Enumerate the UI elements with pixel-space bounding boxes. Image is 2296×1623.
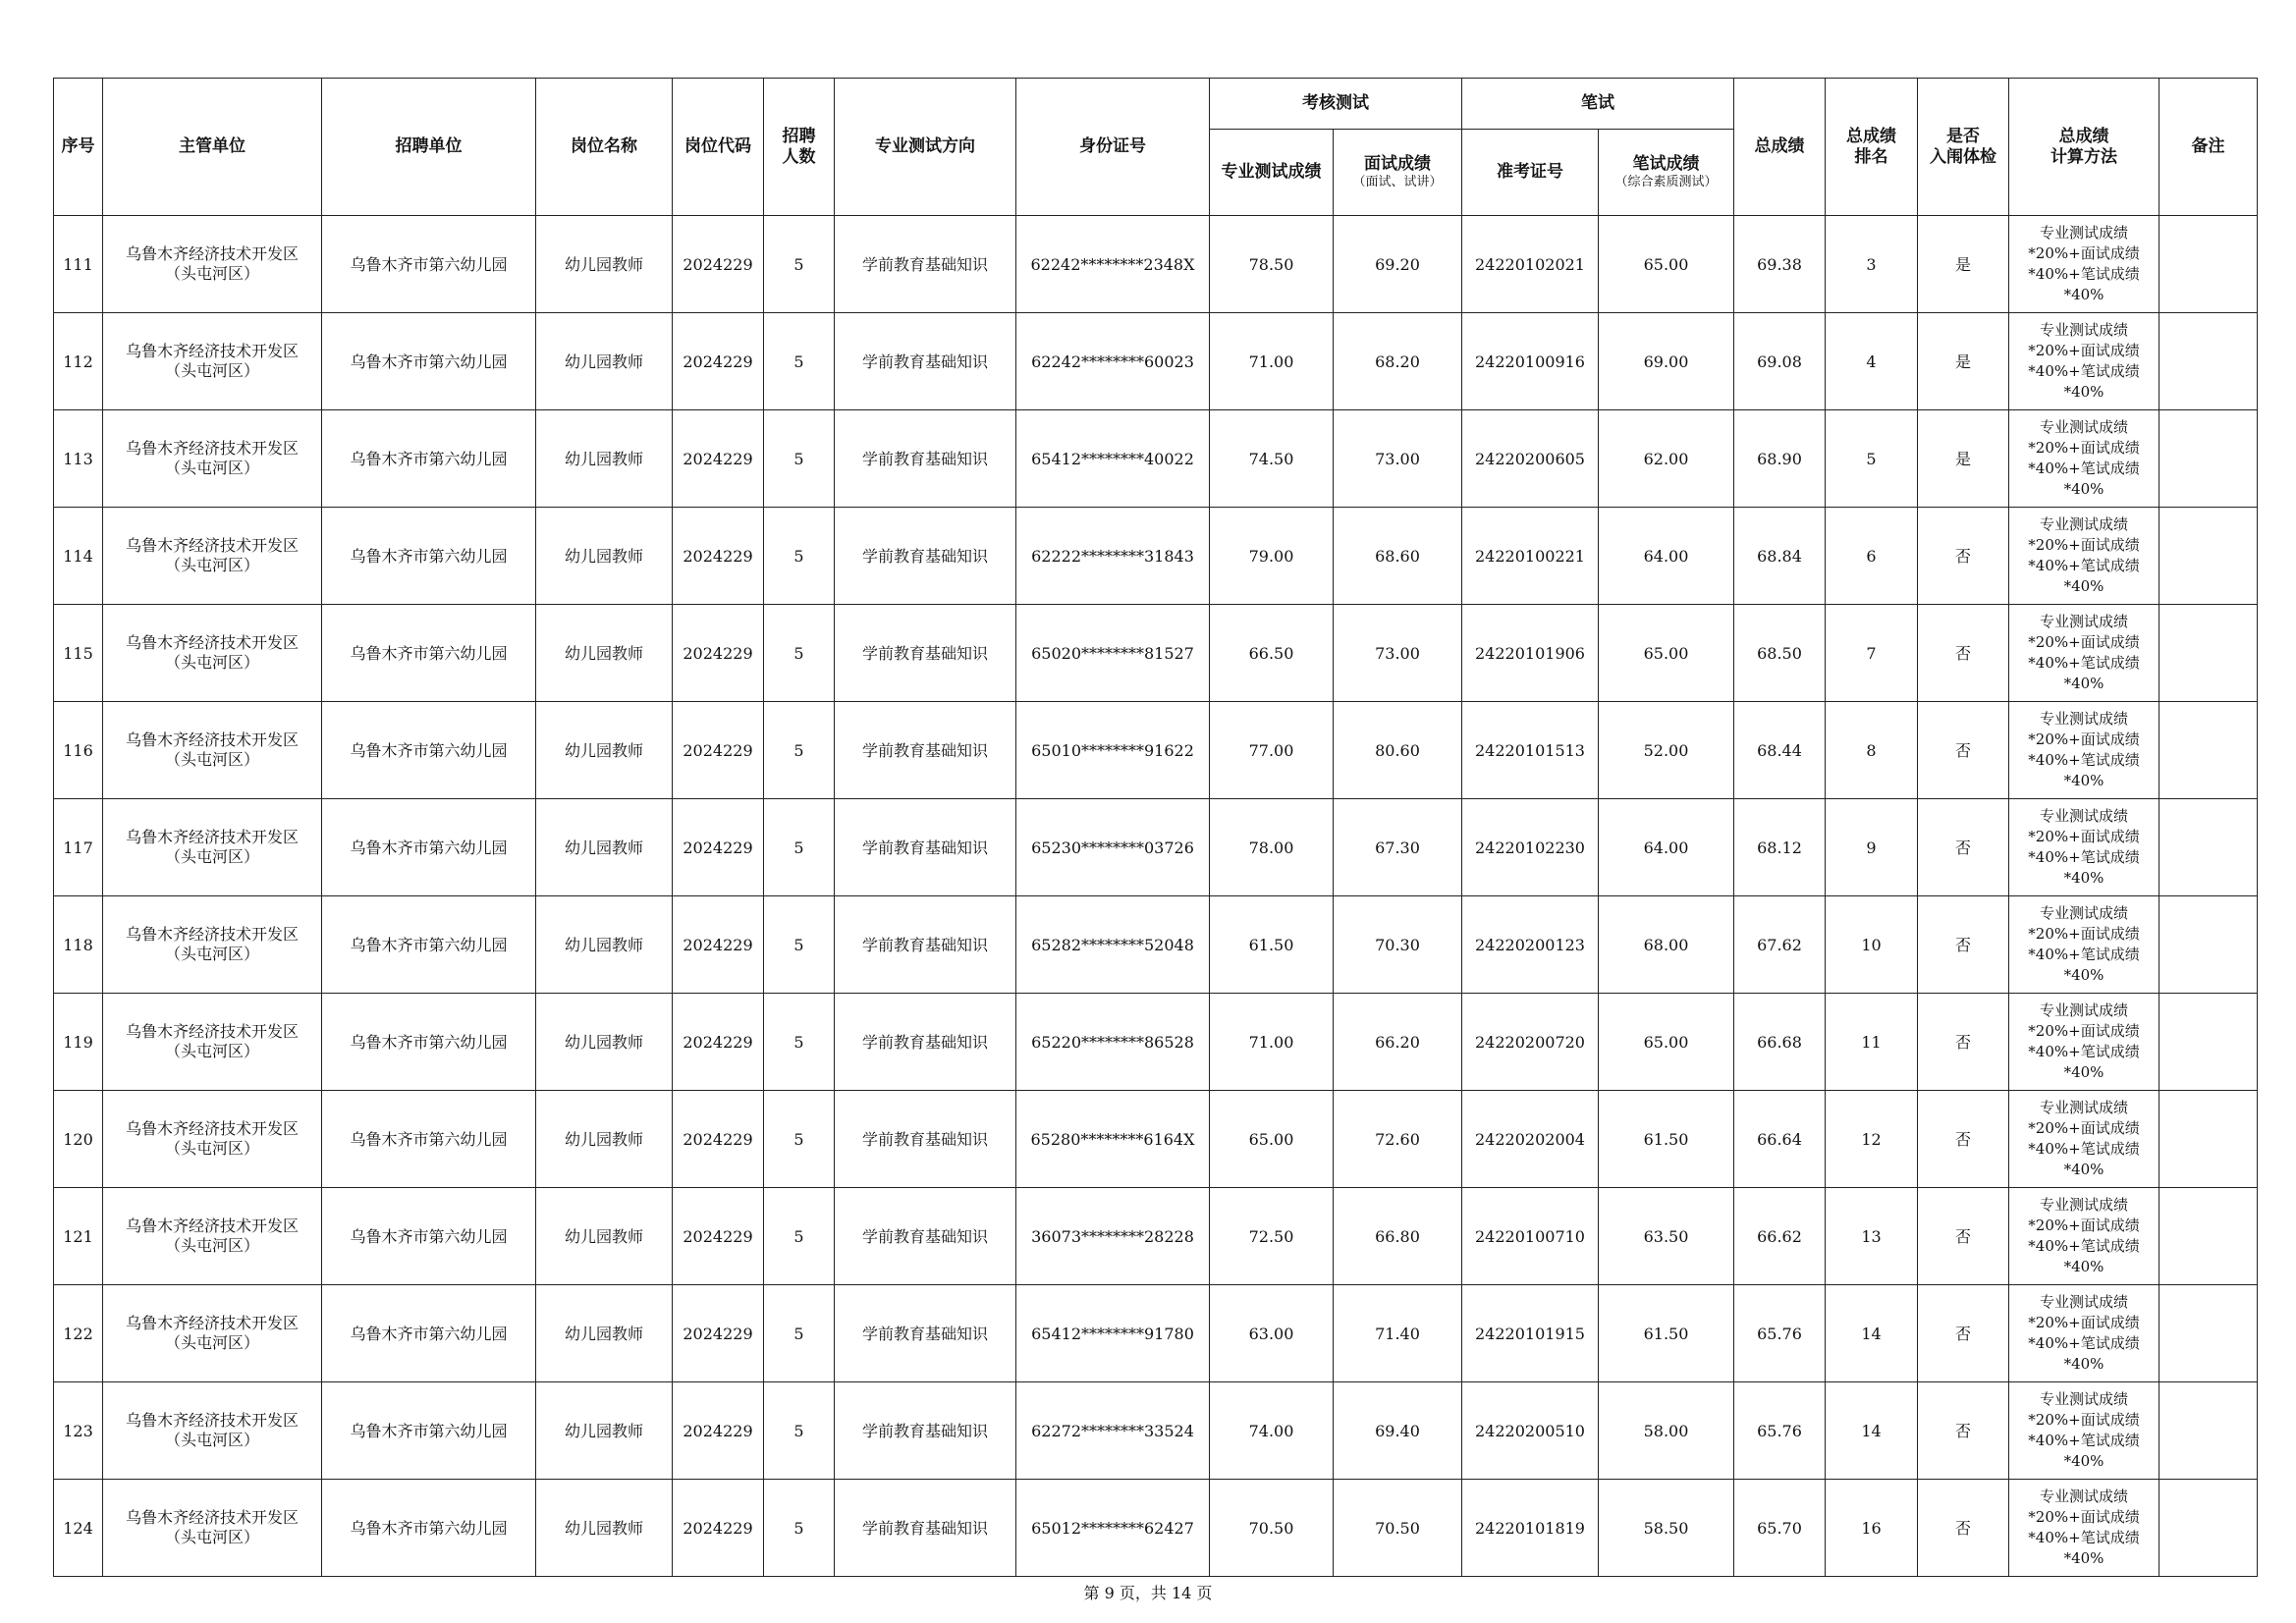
cell-written-score: 64.00 bbox=[1599, 508, 1734, 605]
cell-interview-score: 68.20 bbox=[1334, 313, 1462, 410]
cell-seq: 111 bbox=[54, 216, 103, 313]
cell-remark bbox=[2159, 410, 2258, 508]
cell-ticket-no: 24220200720 bbox=[1462, 994, 1599, 1091]
header-seq: 序号 bbox=[54, 79, 103, 216]
cell-interview-score: 69.40 bbox=[1334, 1382, 1462, 1480]
cell-ticket-no: 24220100916 bbox=[1462, 313, 1599, 410]
cell-hire-count: 5 bbox=[764, 313, 835, 410]
cell-id-number: 65280********6164X bbox=[1016, 1091, 1210, 1188]
cell-authority: 乌鲁木齐经济技术开发区 （头屯河区） bbox=[103, 1091, 322, 1188]
header-total-score: 总成绩 bbox=[1734, 79, 1826, 216]
header-id-number: 身份证号 bbox=[1016, 79, 1210, 216]
cell-rank: 5 bbox=[1826, 410, 1918, 508]
cell-total-score: 69.08 bbox=[1734, 313, 1826, 410]
cell-total-score: 65.76 bbox=[1734, 1382, 1826, 1480]
cell-interview-score: 80.60 bbox=[1334, 702, 1462, 799]
cell-position-code: 2024229 bbox=[673, 1480, 764, 1577]
cell-seq: 120 bbox=[54, 1091, 103, 1188]
cell-position: 幼儿园教师 bbox=[536, 799, 673, 896]
cell-id-number: 62242********2348X bbox=[1016, 216, 1210, 313]
cell-remark bbox=[2159, 1480, 2258, 1577]
cell-hire-count: 5 bbox=[764, 1091, 835, 1188]
cell-test-direction: 学前教育基础知识 bbox=[835, 313, 1016, 410]
cell-test-direction: 学前教育基础知识 bbox=[835, 1382, 1016, 1480]
cell-authority: 乌鲁木齐经济技术开发区 （头屯河区） bbox=[103, 508, 322, 605]
cell-hire-count: 5 bbox=[764, 410, 835, 508]
cell-physical-exam: 否 bbox=[1918, 605, 2009, 702]
cell-remark bbox=[2159, 508, 2258, 605]
cell-physical-exam: 是 bbox=[1918, 216, 2009, 313]
cell-physical-exam: 否 bbox=[1918, 1480, 2009, 1577]
cell-rank: 9 bbox=[1826, 799, 1918, 896]
cell-position: 幼儿园教师 bbox=[536, 508, 673, 605]
cell-interview-score: 66.20 bbox=[1334, 994, 1462, 1091]
cell-interview-score: 69.20 bbox=[1334, 216, 1462, 313]
cell-test-direction: 学前教育基础知识 bbox=[835, 1480, 1016, 1577]
cell-position-code: 2024229 bbox=[673, 994, 764, 1091]
score-table bbox=[53, 78, 2258, 1577]
cell-hire-count: 5 bbox=[764, 994, 835, 1091]
cell-written-score: 65.00 bbox=[1599, 605, 1734, 702]
cell-position: 幼儿园教师 bbox=[536, 1188, 673, 1285]
cell-written-score: 58.00 bbox=[1599, 1382, 1734, 1480]
cell-physical-exam: 否 bbox=[1918, 508, 2009, 605]
cell-employer: 乌鲁木齐市第六幼儿园 bbox=[322, 1091, 536, 1188]
cell-authority: 乌鲁木齐经济技术开发区 （头屯河区） bbox=[103, 1480, 322, 1577]
cell-seq: 119 bbox=[54, 994, 103, 1091]
cell-authority: 乌鲁木齐经济技术开发区 （头屯河区） bbox=[103, 702, 322, 799]
cell-authority: 乌鲁木齐经济技术开发区 （头屯河区） bbox=[103, 994, 322, 1091]
cell-total-score: 65.76 bbox=[1734, 1285, 1826, 1382]
cell-id-number: 65012********62427 bbox=[1016, 1480, 1210, 1577]
cell-authority: 乌鲁木齐经济技术开发区 （头屯河区） bbox=[103, 1382, 322, 1480]
cell-physical-exam: 否 bbox=[1918, 799, 2009, 896]
cell-employer: 乌鲁木齐市第六幼儿园 bbox=[322, 1188, 536, 1285]
table-row bbox=[54, 702, 2258, 799]
cell-test-direction: 学前教育基础知识 bbox=[835, 994, 1016, 1091]
cell-interview-score: 67.30 bbox=[1334, 799, 1462, 896]
table-row bbox=[54, 799, 2258, 896]
cell-written-score: 69.00 bbox=[1599, 313, 1734, 410]
cell-remark bbox=[2159, 1188, 2258, 1285]
cell-ticket-no: 24220101915 bbox=[1462, 1285, 1599, 1382]
cell-hire-count: 5 bbox=[764, 799, 835, 896]
cell-ticket-no: 24220102021 bbox=[1462, 216, 1599, 313]
table-row bbox=[54, 1285, 2258, 1382]
cell-position: 幼儿园教师 bbox=[536, 896, 673, 994]
cell-test-direction: 学前教育基础知识 bbox=[835, 605, 1016, 702]
cell-remark bbox=[2159, 605, 2258, 702]
cell-authority: 乌鲁木齐经济技术开发区 （头屯河区） bbox=[103, 216, 322, 313]
cell-remark bbox=[2159, 313, 2258, 410]
cell-interview-score: 73.00 bbox=[1334, 605, 1462, 702]
cell-test-direction: 学前教育基础知识 bbox=[835, 1285, 1016, 1382]
cell-written-score: 62.00 bbox=[1599, 410, 1734, 508]
cell-physical-exam: 是 bbox=[1918, 410, 2009, 508]
cell-calc-method: 专业测试成绩 *20%+面试成绩 *40%+笔试成绩 *40% bbox=[2009, 799, 2159, 896]
cell-seq: 118 bbox=[54, 896, 103, 994]
cell-ticket-no: 24220200123 bbox=[1462, 896, 1599, 994]
cell-physical-exam: 否 bbox=[1918, 1382, 2009, 1480]
header-position-code: 岗位代码 bbox=[673, 79, 764, 216]
cell-calc-method: 专业测试成绩 *20%+面试成绩 *40%+笔试成绩 *40% bbox=[2009, 1285, 2159, 1382]
cell-total-score: 66.62 bbox=[1734, 1188, 1826, 1285]
cell-position-code: 2024229 bbox=[673, 313, 764, 410]
cell-professional-score: 74.50 bbox=[1210, 410, 1334, 508]
cell-employer: 乌鲁木齐市第六幼儿园 bbox=[322, 702, 536, 799]
cell-professional-score: 70.50 bbox=[1210, 1480, 1334, 1577]
cell-calc-method: 专业测试成绩 *20%+面试成绩 *40%+笔试成绩 *40% bbox=[2009, 896, 2159, 994]
header-rank: 总成绩 排名 bbox=[1826, 79, 1918, 216]
cell-ticket-no: 24220101819 bbox=[1462, 1480, 1599, 1577]
cell-written-score: 61.50 bbox=[1599, 1091, 1734, 1188]
cell-authority: 乌鲁木齐经济技术开发区 （头屯河区） bbox=[103, 313, 322, 410]
cell-employer: 乌鲁木齐市第六幼儿园 bbox=[322, 799, 536, 896]
cell-position: 幼儿园教师 bbox=[536, 1285, 673, 1382]
cell-test-direction: 学前教育基础知识 bbox=[835, 702, 1016, 799]
cell-seq: 124 bbox=[54, 1480, 103, 1577]
cell-ticket-no: 24220102230 bbox=[1462, 799, 1599, 896]
cell-professional-score: 77.00 bbox=[1210, 702, 1334, 799]
header-ticket-no: 准考证号 bbox=[1462, 130, 1599, 216]
cell-position-code: 2024229 bbox=[673, 1188, 764, 1285]
cell-position-code: 2024229 bbox=[673, 605, 764, 702]
cell-hire-count: 5 bbox=[764, 702, 835, 799]
cell-total-score: 68.12 bbox=[1734, 799, 1826, 896]
cell-total-score: 68.90 bbox=[1734, 410, 1826, 508]
cell-ticket-no: 24220101906 bbox=[1462, 605, 1599, 702]
cell-seq: 113 bbox=[54, 410, 103, 508]
cell-calc-method: 专业测试成绩 *20%+面试成绩 *40%+笔试成绩 *40% bbox=[2009, 410, 2159, 508]
header-written-group: 笔试 bbox=[1462, 79, 1734, 130]
cell-written-score: 61.50 bbox=[1599, 1285, 1734, 1382]
cell-remark bbox=[2159, 216, 2258, 313]
table-row bbox=[54, 896, 2258, 994]
cell-position: 幼儿园教师 bbox=[536, 1091, 673, 1188]
cell-authority: 乌鲁木齐经济技术开发区 （头屯河区） bbox=[103, 605, 322, 702]
cell-id-number: 65230********03726 bbox=[1016, 799, 1210, 896]
table-row bbox=[54, 1480, 2258, 1577]
cell-interview-score: 68.60 bbox=[1334, 508, 1462, 605]
cell-position: 幼儿园教师 bbox=[536, 216, 673, 313]
cell-total-score: 68.84 bbox=[1734, 508, 1826, 605]
table-body bbox=[54, 216, 2258, 1577]
cell-seq: 123 bbox=[54, 1382, 103, 1480]
cell-total-score: 67.62 bbox=[1734, 896, 1826, 994]
cell-rank: 6 bbox=[1826, 508, 1918, 605]
cell-calc-method: 专业测试成绩 *20%+面试成绩 *40%+笔试成绩 *40% bbox=[2009, 313, 2159, 410]
cell-position-code: 2024229 bbox=[673, 1285, 764, 1382]
cell-remark bbox=[2159, 994, 2258, 1091]
cell-id-number: 62222********31843 bbox=[1016, 508, 1210, 605]
cell-written-score: 64.00 bbox=[1599, 799, 1734, 896]
cell-physical-exam: 是 bbox=[1918, 313, 2009, 410]
header-written-note: （综合素质测试） bbox=[1614, 175, 1718, 189]
cell-id-number: 65020********81527 bbox=[1016, 605, 1210, 702]
cell-employer: 乌鲁木齐市第六幼儿园 bbox=[322, 216, 536, 313]
header-interview-score bbox=[1334, 130, 1462, 216]
cell-physical-exam: 否 bbox=[1918, 702, 2009, 799]
cell-rank: 4 bbox=[1826, 313, 1918, 410]
cell-professional-score: 66.50 bbox=[1210, 605, 1334, 702]
cell-written-score: 65.00 bbox=[1599, 994, 1734, 1091]
table-row bbox=[54, 605, 2258, 702]
cell-interview-score: 70.50 bbox=[1334, 1480, 1462, 1577]
cell-calc-method: 专业测试成绩 *20%+面试成绩 *40%+笔试成绩 *40% bbox=[2009, 702, 2159, 799]
header-test-direction: 专业测试方向 bbox=[835, 79, 1016, 216]
cell-hire-count: 5 bbox=[764, 1480, 835, 1577]
cell-position: 幼儿园教师 bbox=[536, 1480, 673, 1577]
cell-remark bbox=[2159, 799, 2258, 896]
cell-written-score: 65.00 bbox=[1599, 216, 1734, 313]
cell-employer: 乌鲁木齐市第六幼儿园 bbox=[322, 896, 536, 994]
cell-authority: 乌鲁木齐经济技术开发区 （头屯河区） bbox=[103, 1285, 322, 1382]
cell-remark bbox=[2159, 1091, 2258, 1188]
cell-physical-exam: 否 bbox=[1918, 1091, 2009, 1188]
cell-employer: 乌鲁木齐市第六幼儿园 bbox=[322, 1480, 536, 1577]
cell-written-score: 58.50 bbox=[1599, 1480, 1734, 1577]
cell-interview-score: 72.60 bbox=[1334, 1091, 1462, 1188]
page-footer: 第 9 页，共 14 页 bbox=[1083, 1584, 1213, 1602]
cell-rank: 12 bbox=[1826, 1091, 1918, 1188]
cell-id-number: 65412********40022 bbox=[1016, 410, 1210, 508]
cell-total-score: 66.64 bbox=[1734, 1091, 1826, 1188]
cell-ticket-no: 24220101513 bbox=[1462, 702, 1599, 799]
cell-rank: 11 bbox=[1826, 994, 1918, 1091]
cell-employer: 乌鲁木齐市第六幼儿园 bbox=[322, 994, 536, 1091]
cell-calc-method: 专业测试成绩 *20%+面试成绩 *40%+笔试成绩 *40% bbox=[2009, 1091, 2159, 1188]
cell-hire-count: 5 bbox=[764, 508, 835, 605]
cell-total-score: 65.70 bbox=[1734, 1480, 1826, 1577]
table-row bbox=[54, 508, 2258, 605]
header-position: 岗位名称 bbox=[536, 79, 673, 216]
cell-employer: 乌鲁木齐市第六幼儿园 bbox=[322, 605, 536, 702]
cell-seq: 117 bbox=[54, 799, 103, 896]
cell-position-code: 2024229 bbox=[673, 1382, 764, 1480]
cell-interview-score: 71.40 bbox=[1334, 1285, 1462, 1382]
cell-professional-score: 65.00 bbox=[1210, 1091, 1334, 1188]
cell-position: 幼儿园教师 bbox=[536, 605, 673, 702]
cell-position: 幼儿园教师 bbox=[536, 313, 673, 410]
cell-calc-method: 专业测试成绩 *20%+面试成绩 *40%+笔试成绩 *40% bbox=[2009, 508, 2159, 605]
header-written-label: 笔试成绩 bbox=[1632, 154, 1700, 174]
cell-rank: 8 bbox=[1826, 702, 1918, 799]
cell-id-number: 65220********86528 bbox=[1016, 994, 1210, 1091]
cell-position: 幼儿园教师 bbox=[536, 994, 673, 1091]
cell-rank: 13 bbox=[1826, 1188, 1918, 1285]
cell-employer: 乌鲁木齐市第六幼儿园 bbox=[322, 1382, 536, 1480]
cell-calc-method: 专业测试成绩 *20%+面试成绩 *40%+笔试成绩 *40% bbox=[2009, 1188, 2159, 1285]
cell-calc-method: 专业测试成绩 *20%+面试成绩 *40%+笔试成绩 *40% bbox=[2009, 994, 2159, 1091]
cell-position-code: 2024229 bbox=[673, 216, 764, 313]
cell-ticket-no: 24220100710 bbox=[1462, 1188, 1599, 1285]
table-row bbox=[54, 994, 2258, 1091]
cell-id-number: 62242********60023 bbox=[1016, 313, 1210, 410]
cell-physical-exam: 否 bbox=[1918, 1285, 2009, 1382]
cell-calc-method: 专业测试成绩 *20%+面试成绩 *40%+笔试成绩 *40% bbox=[2009, 1382, 2159, 1480]
cell-position: 幼儿园教师 bbox=[536, 702, 673, 799]
cell-physical-exam: 否 bbox=[1918, 1188, 2009, 1285]
cell-position-code: 2024229 bbox=[673, 508, 764, 605]
cell-ticket-no: 24220200605 bbox=[1462, 410, 1599, 508]
cell-test-direction: 学前教育基础知识 bbox=[835, 508, 1016, 605]
cell-professional-score: 74.00 bbox=[1210, 1382, 1334, 1480]
header-interview-note: （面试、试讲） bbox=[1352, 175, 1443, 189]
header-authority: 主管单位 bbox=[103, 79, 322, 216]
cell-professional-score: 78.50 bbox=[1210, 216, 1334, 313]
table-row bbox=[54, 216, 2258, 313]
table-row bbox=[54, 410, 2258, 508]
cell-hire-count: 5 bbox=[764, 216, 835, 313]
cell-id-number: 65412********91780 bbox=[1016, 1285, 1210, 1382]
cell-ticket-no: 24220100221 bbox=[1462, 508, 1599, 605]
cell-calc-method: 专业测试成绩 *20%+面试成绩 *40%+笔试成绩 *40% bbox=[2009, 605, 2159, 702]
cell-written-score: 63.50 bbox=[1599, 1188, 1734, 1285]
cell-remark bbox=[2159, 1382, 2258, 1480]
cell-total-score: 66.68 bbox=[1734, 994, 1826, 1091]
cell-test-direction: 学前教育基础知识 bbox=[835, 1091, 1016, 1188]
cell-total-score: 68.44 bbox=[1734, 702, 1826, 799]
cell-remark bbox=[2159, 1285, 2258, 1382]
cell-seq: 116 bbox=[54, 702, 103, 799]
header-interview-label: 面试成绩 bbox=[1364, 154, 1431, 174]
cell-remark bbox=[2159, 702, 2258, 799]
cell-position-code: 2024229 bbox=[673, 410, 764, 508]
cell-total-score: 68.50 bbox=[1734, 605, 1826, 702]
table-row bbox=[54, 1188, 2258, 1285]
cell-rank: 14 bbox=[1826, 1285, 1918, 1382]
cell-test-direction: 学前教育基础知识 bbox=[835, 410, 1016, 508]
cell-position-code: 2024229 bbox=[673, 896, 764, 994]
cell-seq: 122 bbox=[54, 1285, 103, 1382]
cell-position: 幼儿园教师 bbox=[536, 1382, 673, 1480]
cell-professional-score: 63.00 bbox=[1210, 1285, 1334, 1382]
cell-seq: 121 bbox=[54, 1188, 103, 1285]
cell-rank: 10 bbox=[1826, 896, 1918, 994]
cell-physical-exam: 否 bbox=[1918, 896, 2009, 994]
cell-test-direction: 学前教育基础知识 bbox=[835, 799, 1016, 896]
cell-interview-score: 70.30 bbox=[1334, 896, 1462, 994]
cell-seq: 115 bbox=[54, 605, 103, 702]
cell-test-direction: 学前教育基础知识 bbox=[835, 896, 1016, 994]
cell-professional-score: 61.50 bbox=[1210, 896, 1334, 994]
cell-seq: 112 bbox=[54, 313, 103, 410]
cell-remark bbox=[2159, 896, 2258, 994]
header-employer: 招聘单位 bbox=[322, 79, 536, 216]
table-row bbox=[54, 313, 2258, 410]
cell-hire-count: 5 bbox=[764, 896, 835, 994]
cell-calc-method: 专业测试成绩 *20%+面试成绩 *40%+笔试成绩 *40% bbox=[2009, 1480, 2159, 1577]
cell-employer: 乌鲁木齐市第六幼儿园 bbox=[322, 508, 536, 605]
header-hire-count: 招聘 人数 bbox=[764, 79, 835, 216]
cell-hire-count: 5 bbox=[764, 1188, 835, 1285]
cell-interview-score: 73.00 bbox=[1334, 410, 1462, 508]
header-assessment-group: 考核测试 bbox=[1210, 79, 1462, 130]
cell-written-score: 68.00 bbox=[1599, 896, 1734, 994]
cell-position-code: 2024229 bbox=[673, 702, 764, 799]
header-written-score bbox=[1599, 130, 1734, 216]
table-row bbox=[54, 1091, 2258, 1188]
table-row bbox=[54, 1382, 2258, 1480]
cell-employer: 乌鲁木齐市第六幼儿园 bbox=[322, 313, 536, 410]
cell-employer: 乌鲁木齐市第六幼儿园 bbox=[322, 410, 536, 508]
cell-seq: 114 bbox=[54, 508, 103, 605]
cell-authority: 乌鲁木齐经济技术开发区 （头屯河区） bbox=[103, 1188, 322, 1285]
cell-test-direction: 学前教育基础知识 bbox=[835, 1188, 1016, 1285]
cell-professional-score: 71.00 bbox=[1210, 994, 1334, 1091]
cell-id-number: 65282********52048 bbox=[1016, 896, 1210, 994]
cell-authority: 乌鲁木齐经济技术开发区 （头屯河区） bbox=[103, 799, 322, 896]
cell-professional-score: 78.00 bbox=[1210, 799, 1334, 896]
cell-hire-count: 5 bbox=[764, 1285, 835, 1382]
cell-rank: 3 bbox=[1826, 216, 1918, 313]
header-physical-exam: 是否 入闱体检 bbox=[1918, 79, 2009, 216]
header-remark: 备注 bbox=[2159, 79, 2258, 216]
cell-hire-count: 5 bbox=[764, 1382, 835, 1480]
cell-calc-method: 专业测试成绩 *20%+面试成绩 *40%+笔试成绩 *40% bbox=[2009, 216, 2159, 313]
cell-id-number: 62272********33524 bbox=[1016, 1382, 1210, 1480]
cell-interview-score: 66.80 bbox=[1334, 1188, 1462, 1285]
cell-position-code: 2024229 bbox=[673, 799, 764, 896]
cell-ticket-no: 24220202004 bbox=[1462, 1091, 1599, 1188]
cell-authority: 乌鲁木齐经济技术开发区 （头屯河区） bbox=[103, 410, 322, 508]
cell-professional-score: 79.00 bbox=[1210, 508, 1334, 605]
cell-authority: 乌鲁木齐经济技术开发区 （头屯河区） bbox=[103, 896, 322, 994]
cell-id-number: 65010********91622 bbox=[1016, 702, 1210, 799]
cell-professional-score: 71.00 bbox=[1210, 313, 1334, 410]
cell-written-score: 52.00 bbox=[1599, 702, 1734, 799]
cell-total-score: 69.38 bbox=[1734, 216, 1826, 313]
cell-id-number: 36073********28228 bbox=[1016, 1188, 1210, 1285]
cell-professional-score: 72.50 bbox=[1210, 1188, 1334, 1285]
cell-hire-count: 5 bbox=[764, 605, 835, 702]
cell-test-direction: 学前教育基础知识 bbox=[835, 216, 1016, 313]
cell-rank: 7 bbox=[1826, 605, 1918, 702]
cell-ticket-no: 24220200510 bbox=[1462, 1382, 1599, 1480]
cell-rank: 14 bbox=[1826, 1382, 1918, 1480]
cell-physical-exam: 否 bbox=[1918, 994, 2009, 1091]
cell-rank: 16 bbox=[1826, 1480, 1918, 1577]
cell-employer: 乌鲁木齐市第六幼儿园 bbox=[322, 1285, 536, 1382]
header-calc-method: 总成绩 计算方法 bbox=[2009, 79, 2159, 216]
cell-position-code: 2024229 bbox=[673, 1091, 764, 1188]
cell-position: 幼儿园教师 bbox=[536, 410, 673, 508]
header-professional-score: 专业测试成绩 bbox=[1210, 130, 1334, 216]
